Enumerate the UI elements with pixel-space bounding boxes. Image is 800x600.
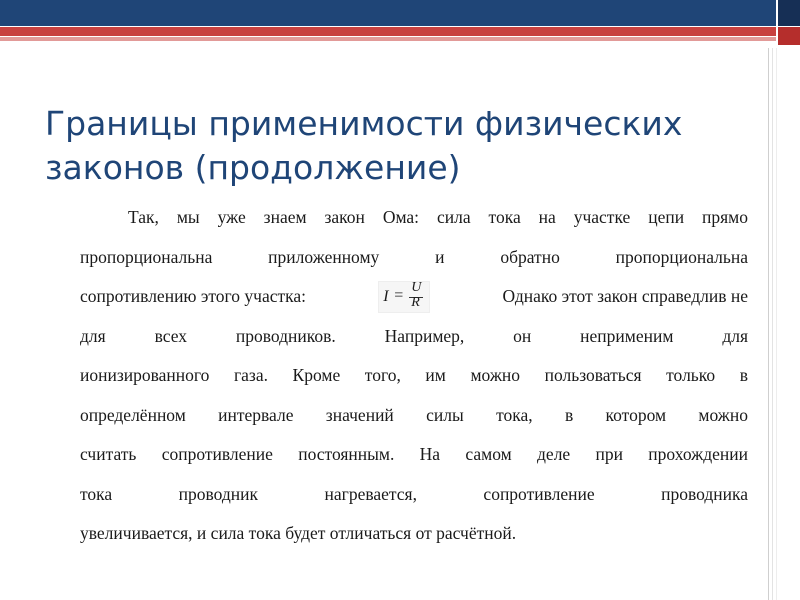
right-border-line — [768, 48, 769, 600]
body-line-5: ионизированного газа. Кроме того, им можно пользоваться только в — [80, 365, 748, 385]
top-pink-bar — [0, 37, 800, 41]
formula-equals: = — [394, 286, 404, 304]
body-paragraph — [80, 198, 748, 554]
slide-title-line-1: Границы применимости физических — [45, 104, 683, 143]
right-border-line-3 — [776, 48, 777, 600]
formula-resistance: R — [411, 294, 420, 310]
body-line-9: увеличивается, и сила тока будет отличаться от расчётной. — [80, 523, 517, 543]
body-line-1: Так, мы уже знаем закон Ома: сила тока на участке цепи прямо — [128, 207, 748, 227]
top-red-bar — [0, 27, 800, 36]
corner-navy-block — [776, 0, 800, 26]
slide-title-line-2: законов (продолжение) — [45, 148, 461, 187]
ohm-law-formula — [378, 281, 430, 313]
body-line-2: пропорциональна приложенному и обратно пропорциональна — [80, 246, 748, 267]
body-line-4: для всех проводников. Например, он неприменим для — [80, 325, 748, 346]
corner-red-block — [776, 27, 800, 45]
body-line-7: считать сопротивление постоянным. На самом деле при прохождении — [80, 444, 748, 464]
top-navy-bar — [0, 0, 800, 26]
body-line-8: тока проводник нагревается, сопротивление проводника — [80, 483, 748, 504]
formula-voltage: U — [411, 279, 422, 295]
right-border-line-2 — [772, 48, 773, 600]
body-line-3-end: Однако этот закон справедлив не — [502, 286, 748, 307]
formula-current: I — [383, 287, 389, 305]
body-line-3-start: сопротивлению этого участка: — [80, 286, 307, 307]
corner-accent — [776, 0, 800, 48]
slide-title — [45, 102, 745, 190]
body-line-3 — [80, 277, 748, 317]
body-line-6: определённом интервале значений силы тока, в котором можно — [80, 404, 748, 425]
